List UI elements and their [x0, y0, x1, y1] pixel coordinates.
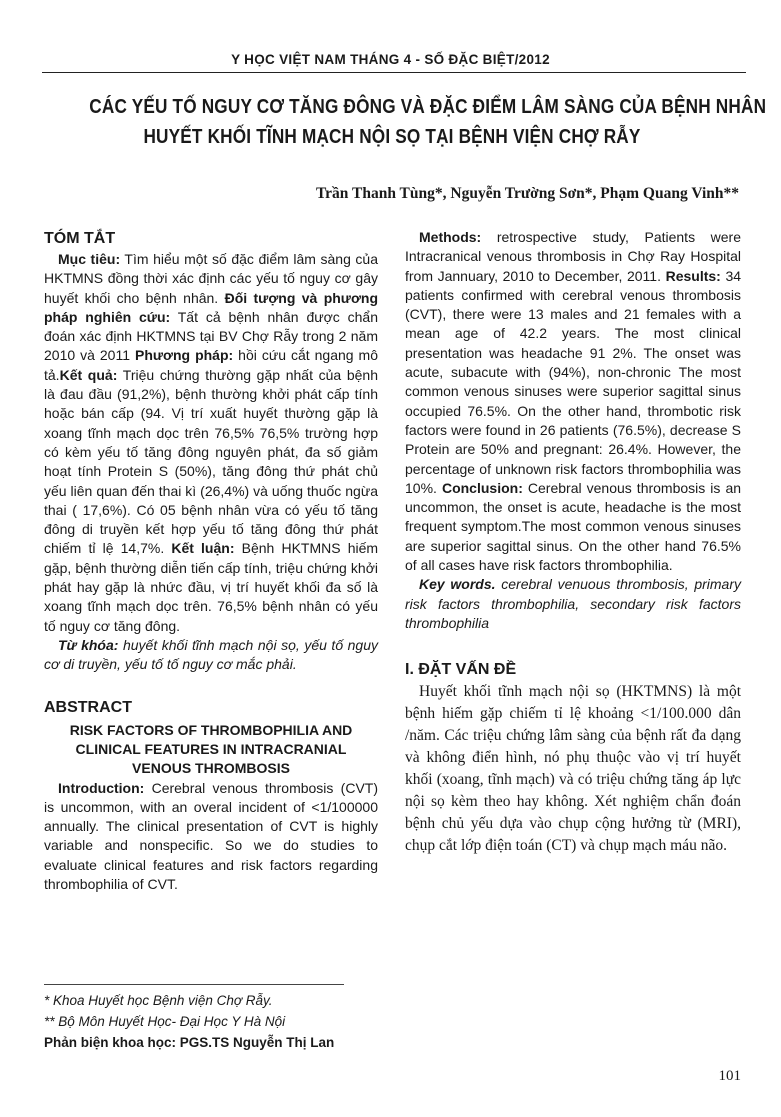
results-text: 34 patients confirmed with cerebral venous thrombosis (CVT), there were 13 males and 21 females with a mean age of 42.2 years. The most clinical presentation was headache 91 2%. The onset was acute, subacute with (94%), non-chronic The most common venous sinuses were superior sagittal sinus occupied 76.5%. On the other hand, thrombotic risk factors were found in 26 patients (76.5%), decrease S Protein are 50% and pregnant: 26.4%. However, the percentage of unknown risk factors thrombophilia was 10%. [405, 267, 742, 496]
right-column [405, 228, 741, 857]
header-rule [42, 72, 746, 73]
methods-label: Methods: [419, 229, 482, 245]
phuong-phap-label: Phương pháp: [135, 347, 234, 364]
muc-tieu-label: Mục tiêu: [58, 251, 121, 267]
page-number: 101 [718, 1068, 741, 1084]
intro-heading: I. ĐẶT VẤN ĐỀ [405, 661, 517, 679]
ket-luan-text: Bệnh HKTMNS hiếm gặp, bệnh thường diễn tiến cấp tính, triệu chứng khởi phát hay gặp là nhức đầu, vị trí huyết khối đa số là xoang tĩnh mạch dọc trên. 76,5% bệnh nhân có yếu tố nguy cơ tăng đông. [44, 540, 379, 634]
ket-luan-label: Kết luận: [171, 540, 235, 557]
left-column [44, 228, 378, 894]
key-words [405, 575, 741, 633]
introduction-label: Introduction: [58, 779, 145, 796]
phuong-phap-text: hồi cứu cắt ngang mô tả. [44, 347, 378, 383]
tu-khoa-text: huyết khối tĩnh mạch nội sọ, yếu tố nguy cơ di truyền, yếu tố tố nguy cơ mắc phải. [44, 636, 379, 673]
tu-khoa-label: Từ khóa: [58, 636, 119, 653]
introduction-text: Cerebral venous thrombosis (CVT) is uncommon, with an overal incident of <1/100000 annually. The clinical presentation of CVT is highly variable and nonspecific. So we do studies to evaluate clinical features and risk factors regarding thrombophilia of CVT. [44, 779, 378, 893]
intro-body: Huyết khối tĩnh mạch nội sọ (HKTMNS) là một bệnh hiếm gặp chiếm tỉ lệ khoảng <1/100.000 dân /năm. Các triệu chứng lâm sàng của bệnh rất đa dạng và không điển hình, nó phụ thuộc vào vị trí huyết khối (xoang, tĩnh mạch) và có triệu chứng tăng áp lực nội sọ kèm theo hay không. Xét nghiệm chẩn đoán bệnh chủ yếu dựa vào chụp cộng hưởng từ (MRI), chụp cắt lớp điện toán (CT) và chụp mạch máu não. [405, 683, 741, 855]
abstract-subtitle [44, 721, 378, 778]
tu-khoa [44, 636, 378, 675]
abstract-subtitle-line-1: RISK FACTORS OF THROMBOPHILIA AND [69, 721, 353, 738]
conclusion-label: Conclusion: [441, 479, 523, 496]
footnote-1: * Khoa Huyết học Bệnh viện Chợ Rẫy. [44, 993, 273, 1008]
ket-qua-label: Kết quả: [59, 366, 118, 383]
results-label: Results: [665, 267, 721, 284]
key-words-label: Key words. [419, 576, 496, 593]
tom-tat-body [44, 250, 378, 636]
muc-tieu-text: Tìm hiểu một số đặc điểm lâm sàng của HKTMNS đồng thời xác định các yếu tố nguy cơ gây huyết khối cho bệnh nhân. [44, 251, 378, 306]
tom-tat-heading: TÓM TẮT [44, 230, 116, 247]
title-line-2: HUYẾT KHỐI TĨNH MẠCH NỘI SỌ TẠI BỆNH VIỆN CHỢ RẪY [143, 126, 641, 148]
abstract-heading: ABSTRACT [44, 698, 132, 716]
footnote-rule [44, 984, 344, 985]
abstract-intro [44, 779, 378, 895]
running-header: Y HỌC VIỆT NAM THÁNG 4 - SỐ ĐẶC BIỆT/2012 [231, 52, 550, 67]
article-title [40, 92, 767, 152]
abstract-subtitle-line-3: VENOUS THROMBOSIS [132, 759, 290, 776]
conclusion-text: Cerebral venous thrombosis is an uncommon, the onset is acute, headache is the most frequent symptom.The most common venous sinuses are superior sagittal sinus. On the other hand 76.5% of all cases have risk factors thrombophilia. [405, 479, 742, 574]
doi-tuong-text: Tất cả bệnh nhân được chẩn đoán xác định HKTMNS tại BV Chợ Rẫy trong 2 năm 2010 và 2011 [44, 308, 378, 364]
title-line-1: CÁC YẾU TỐ NGUY CƠ TĂNG ĐÔNG VÀ ĐẶC ĐIỂM LÂM SÀNG CỦA BỆNH NHÂN [89, 96, 767, 118]
ket-qua-text: Triệu chứng thường gặp nhất của bệnh là đau đầu (91,2%), bệnh thường khởi phát cấp tính hoặc bán cấp (94. Vị trí xuất huyết thường gặp là xoang tĩnh mạch dọc trên 76,5% 76,5% trường hợp có kèm yếu tố tăng đông nguyên phát, đa số giảm hoạt tính Protein S (50%), tăng đông thứ phát chủ yếu liên quan đến thai kì (26,4%) và uống thuốc ngừa thai ( 17,6%). Có 05 bệnh nhân vừa có yếu tố tăng đông di truyền kết hợp yếu tố tăng đông thứ phát chiếm tỉ lệ 14,7%. [44, 366, 379, 557]
footnotes [44, 990, 384, 1053]
key-words-text: cerebral venuous thrombosis, primary risk factors thrombophilia, secondary risk factors thrombophilia [405, 576, 741, 631]
reviewer-note: Phản biện khoa học: PGS.TS Nguyễn Thị Lan [44, 1035, 335, 1050]
footnote-2: ** Bộ Môn Huyết Học- Đại Học Y Hà Nội [44, 1014, 286, 1029]
abstract-methods-results [405, 228, 741, 575]
doi-tuong-label: Đối tượng và phương pháp nghiên cứu: [44, 289, 379, 325]
abstract-subtitle-line-2: CLINICAL FEATURES IN INTRACRANIAL [75, 740, 347, 757]
methods-text: retrospective study, Patients were Intracranical venous thrombosis in Chợ Ray Hospital from Jannuary, 2010 to December, 2011. [405, 229, 742, 284]
authors: Trần Thanh Tùng*, Nguyễn Trường Sơn*, Phạm Quang Vinh** [315, 185, 739, 202]
